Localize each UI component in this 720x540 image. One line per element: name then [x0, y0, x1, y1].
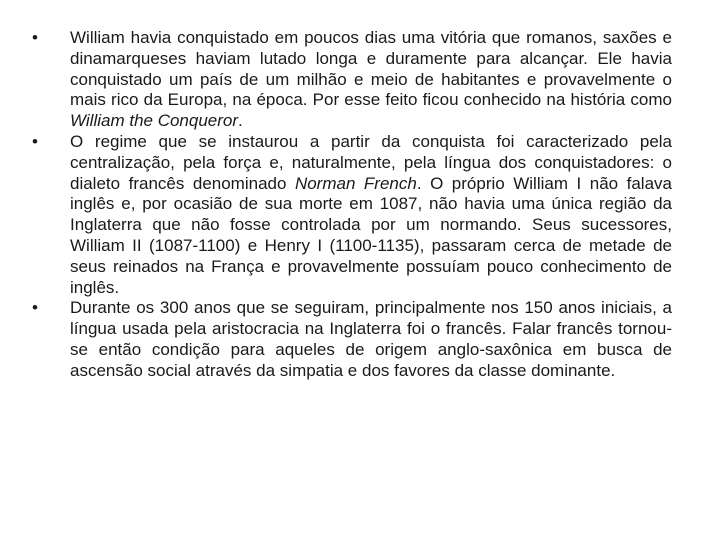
bullet-marker: • [32, 298, 38, 318]
bullet-text-part: . [238, 111, 243, 131]
bullet-item-william-conqueror [28, 28, 672, 132]
bullet-text: Durante os 300 anos que se seguiram, principalmente nos 150 anos iniciais, a língua usada pela aristocracia na Inglaterra foi o francês. Falar francês tornou-se então condição para aqueles de origem anglo-saxônica em busca de ascensão social através da simpatia e dos favores da classe dominante. [70, 298, 672, 380]
bullet-marker: • [32, 28, 38, 47]
bullet-item-norman-regime [28, 132, 672, 298]
bullet-text [70, 132, 672, 298]
bullet-list [28, 28, 672, 382]
bullet-text-part: William havia conquistado em poucos dias uma vitória que romanos, saxões e dinamarqueses haviam lutado longa e duramente para alcançar. Ele havia conquistado um país de um milhão e meio de habitantes e provavelmente o mais rico da Europa, na época. Por esse feito ficou conhecido na história como [70, 28, 672, 110]
bullet-item-french-aristocracy [28, 298, 672, 381]
bullet-text-part: O regime que se instaurou a partir da conquista foi caracterizado pela centralização, pela força e, naturalmente, pela língua dos conquistadores: o dialeto francês denominado [70, 131, 672, 193]
emphasis-term: Norman French [294, 173, 417, 193]
bullet-marker: • [32, 131, 38, 151]
bullet-text [70, 28, 672, 132]
emphasis-term: William the Conqueror [70, 111, 239, 131]
bullet-text-part: . O próprio William I não falava inglês e, por ocasião de sua morte em 1087, não havia uma única região da Inglaterra que não fosse controlada por um normando. Seus sucessores, William II (1087-1100) e Henry I (1100-1135), passaram cerca de metade de seus reinados na França e provavelmente possuíam pouco conhecimento de inglês. [70, 173, 672, 297]
